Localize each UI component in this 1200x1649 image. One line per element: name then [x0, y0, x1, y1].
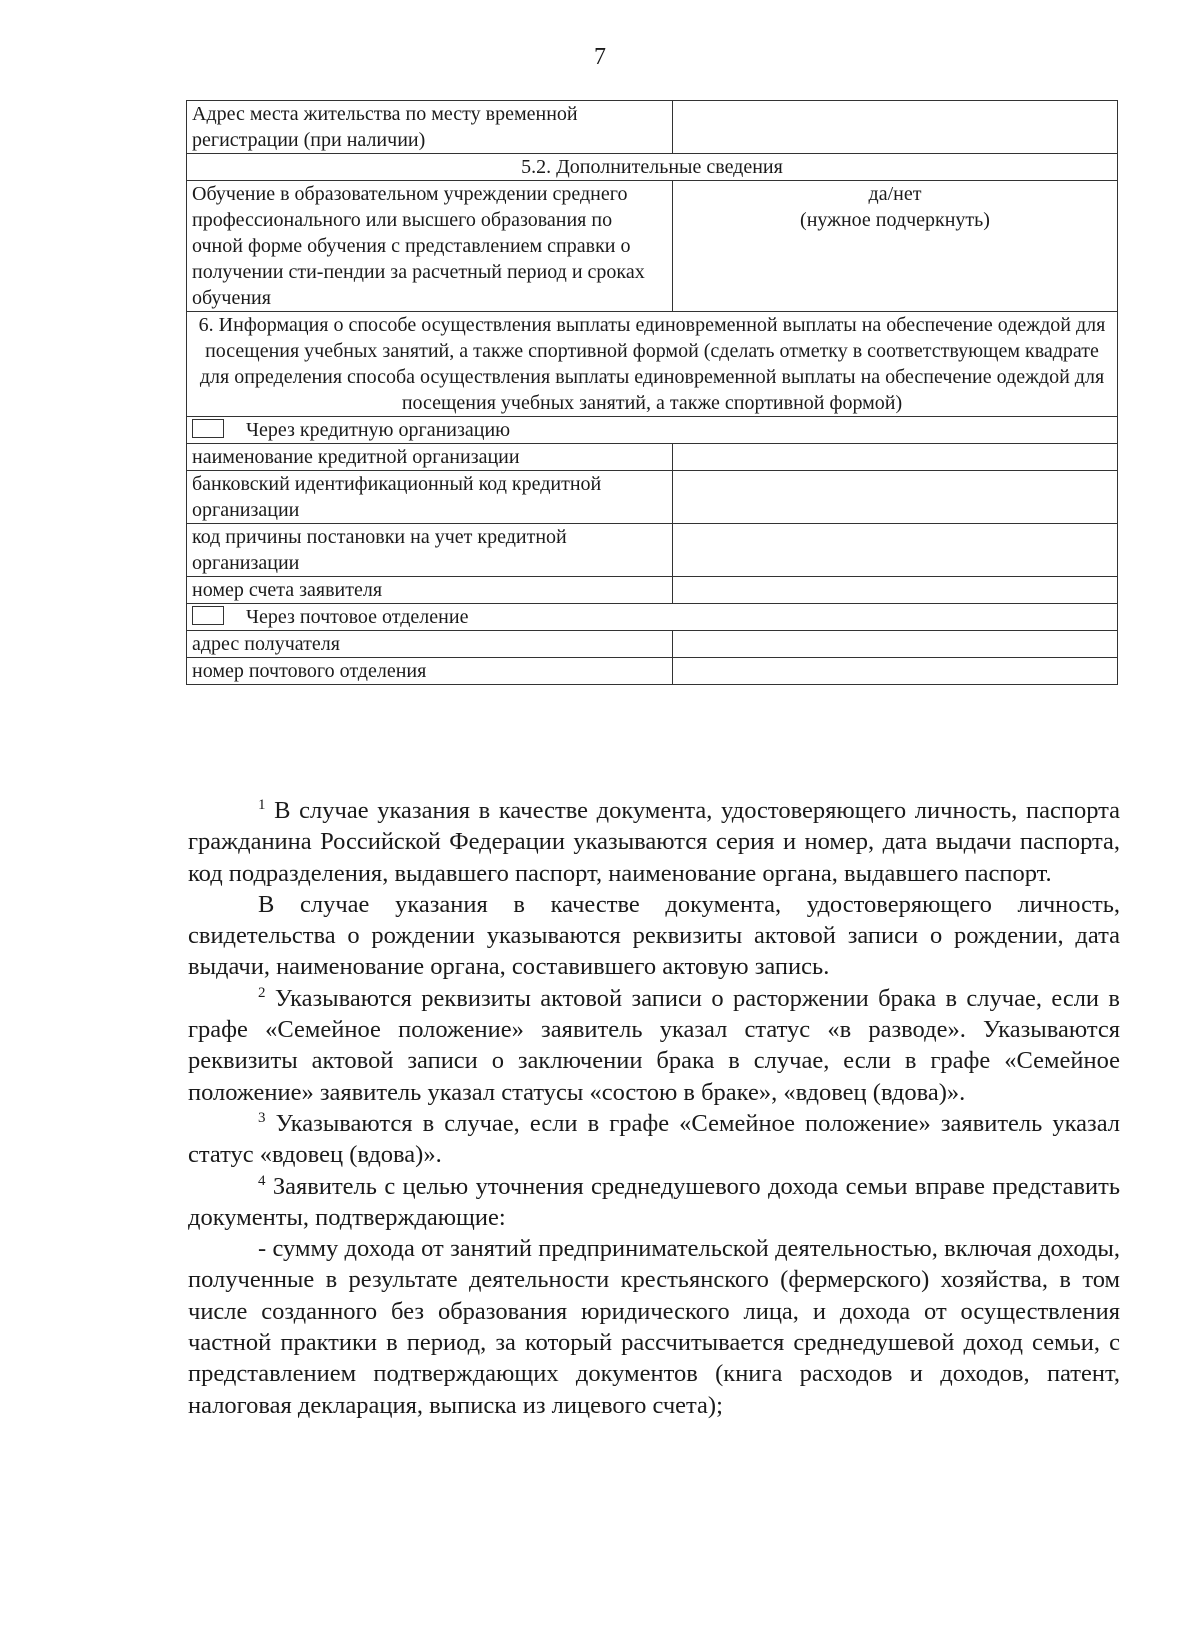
section-5-2-heading: 5.2. Дополнительные сведения [187, 154, 1118, 181]
temp-address-field[interactable] [673, 101, 1118, 154]
footnotes [188, 795, 1120, 1421]
education-yes-no: да/нет [868, 183, 922, 205]
page-number: 7 [594, 44, 606, 70]
credit-org-name-label: наименование кредитной организации [187, 444, 673, 471]
post-office-option-label: Через почтовое отделение [246, 606, 469, 628]
education-underline-hint: (нужное подчеркнуть) [800, 209, 990, 231]
table-row [187, 154, 1118, 181]
temp-address-label: Адрес места жительства по месту временной регистрации (при наличии) [187, 101, 673, 154]
footnote-mark: 3 [258, 1109, 266, 1126]
footnote-mark: 4 [258, 1172, 266, 1189]
table-row [187, 577, 1118, 604]
table-row [187, 471, 1118, 524]
credit-org-checkbox[interactable] [192, 419, 224, 438]
education-value-cell[interactable] [673, 181, 1118, 312]
footnote-mark: 2 [258, 984, 266, 1001]
footnote-1-continued: В случае указания в качестве документа, удостоверяющего личность, свидетельства о рождении указываются реквизиты актовой записи о рождении, дата выдачи, наименование органа, составившего актовую запись. [188, 890, 1120, 981]
post-office-number-label: номер почтового отделения [187, 658, 673, 685]
table-row [187, 631, 1118, 658]
kpp-label: код причины постановки на учет кредитной организации [187, 524, 673, 577]
table-row [187, 312, 1118, 417]
bic-field[interactable] [673, 471, 1118, 524]
footnote-4-item: - сумму дохода от занятий предпринимательской деятельностью, включая доходы, полученные в результате деятельности крестьянского (фермерского) хозяйства, в том числе созданного без образования юридического лица, и дохода от осуществления частной практики в период, за который рассчитывается среднедушевой доход семьи, с представлением подтверждающих документов (книга расходов и доходов, патент, налоговая декларация, выписка из лицевого счета); [188, 1235, 1120, 1419]
table-row [187, 181, 1118, 312]
footnote-1 [188, 795, 1120, 889]
table-row [187, 417, 1118, 444]
footnote-text: В случае указания в качестве документа, удостоверяющего личность, паспорта гражданина Российской Федерации указываются серия и номер, дата выдачи паспорта, код подразделения, выдавшего паспорт, наименование органа, выдавшего паспорт. [188, 797, 1120, 887]
footnote-text: Указываются реквизиты актовой записи о расторжении брака в случае, если в графе «Семейное положение» заявитель указал статус «в разводе». Указываются реквизиты актовой записи о заключении брака в случае, если в графе «Семейное положение» заявитель указал статусы «состою в браке», «вдовец (вдова)». [188, 984, 1120, 1106]
credit-org-option-label: Через кредитную организацию [246, 419, 511, 441]
footnote-3 [188, 1108, 1120, 1171]
table-row [187, 101, 1118, 154]
recipient-address-field[interactable] [673, 631, 1118, 658]
education-label: Обучение в образовательном учреждении среднего профессионального или высшего образования по очной форме обучения с представлением справки о получении сти-пендии за расчетный период и сроках обучения [187, 181, 673, 312]
footnote-2 [188, 983, 1120, 1108]
credit-org-name-field[interactable] [673, 444, 1118, 471]
recipient-address-label: адрес получателя [187, 631, 673, 658]
account-field[interactable] [673, 577, 1118, 604]
table-row [187, 444, 1118, 471]
post-office-number-field[interactable] [673, 658, 1118, 685]
table-row [187, 658, 1118, 685]
section-6-heading: 6. Информация о способе осуществления выплаты единовременной выплаты на обеспечение одеждой для посещения учебных занятий, а также спортивной формой (сделать отметку в соответствующем квадрате для определения способа осуществления выплаты единовременной выплаты на обеспечение одеждой для посещения учебных занятий, а также спортивной формой) [187, 312, 1118, 417]
option-post-office-row [187, 604, 1118, 631]
footnote-text: Заявитель с целью уточнения среднедушевого дохода семьи вправе представить документы, подтверждающие: [188, 1172, 1121, 1231]
footnote-text: Указываются в случае, если в графе «Семейное положение» заявитель указал статус «вдовец (вдова)». [188, 1109, 1121, 1169]
footnote-mark: 1 [258, 796, 266, 813]
table-row [187, 524, 1118, 577]
post-office-checkbox[interactable] [192, 606, 224, 625]
option-credit-org-row [187, 417, 1118, 444]
table-row [187, 604, 1118, 631]
bic-label: банковский идентификационный код кредитной организации [187, 471, 673, 524]
application-form-table [186, 100, 1118, 685]
kpp-field[interactable] [673, 524, 1118, 577]
footnote-4 [188, 1171, 1120, 1234]
account-label: номер счета заявителя [187, 577, 673, 604]
